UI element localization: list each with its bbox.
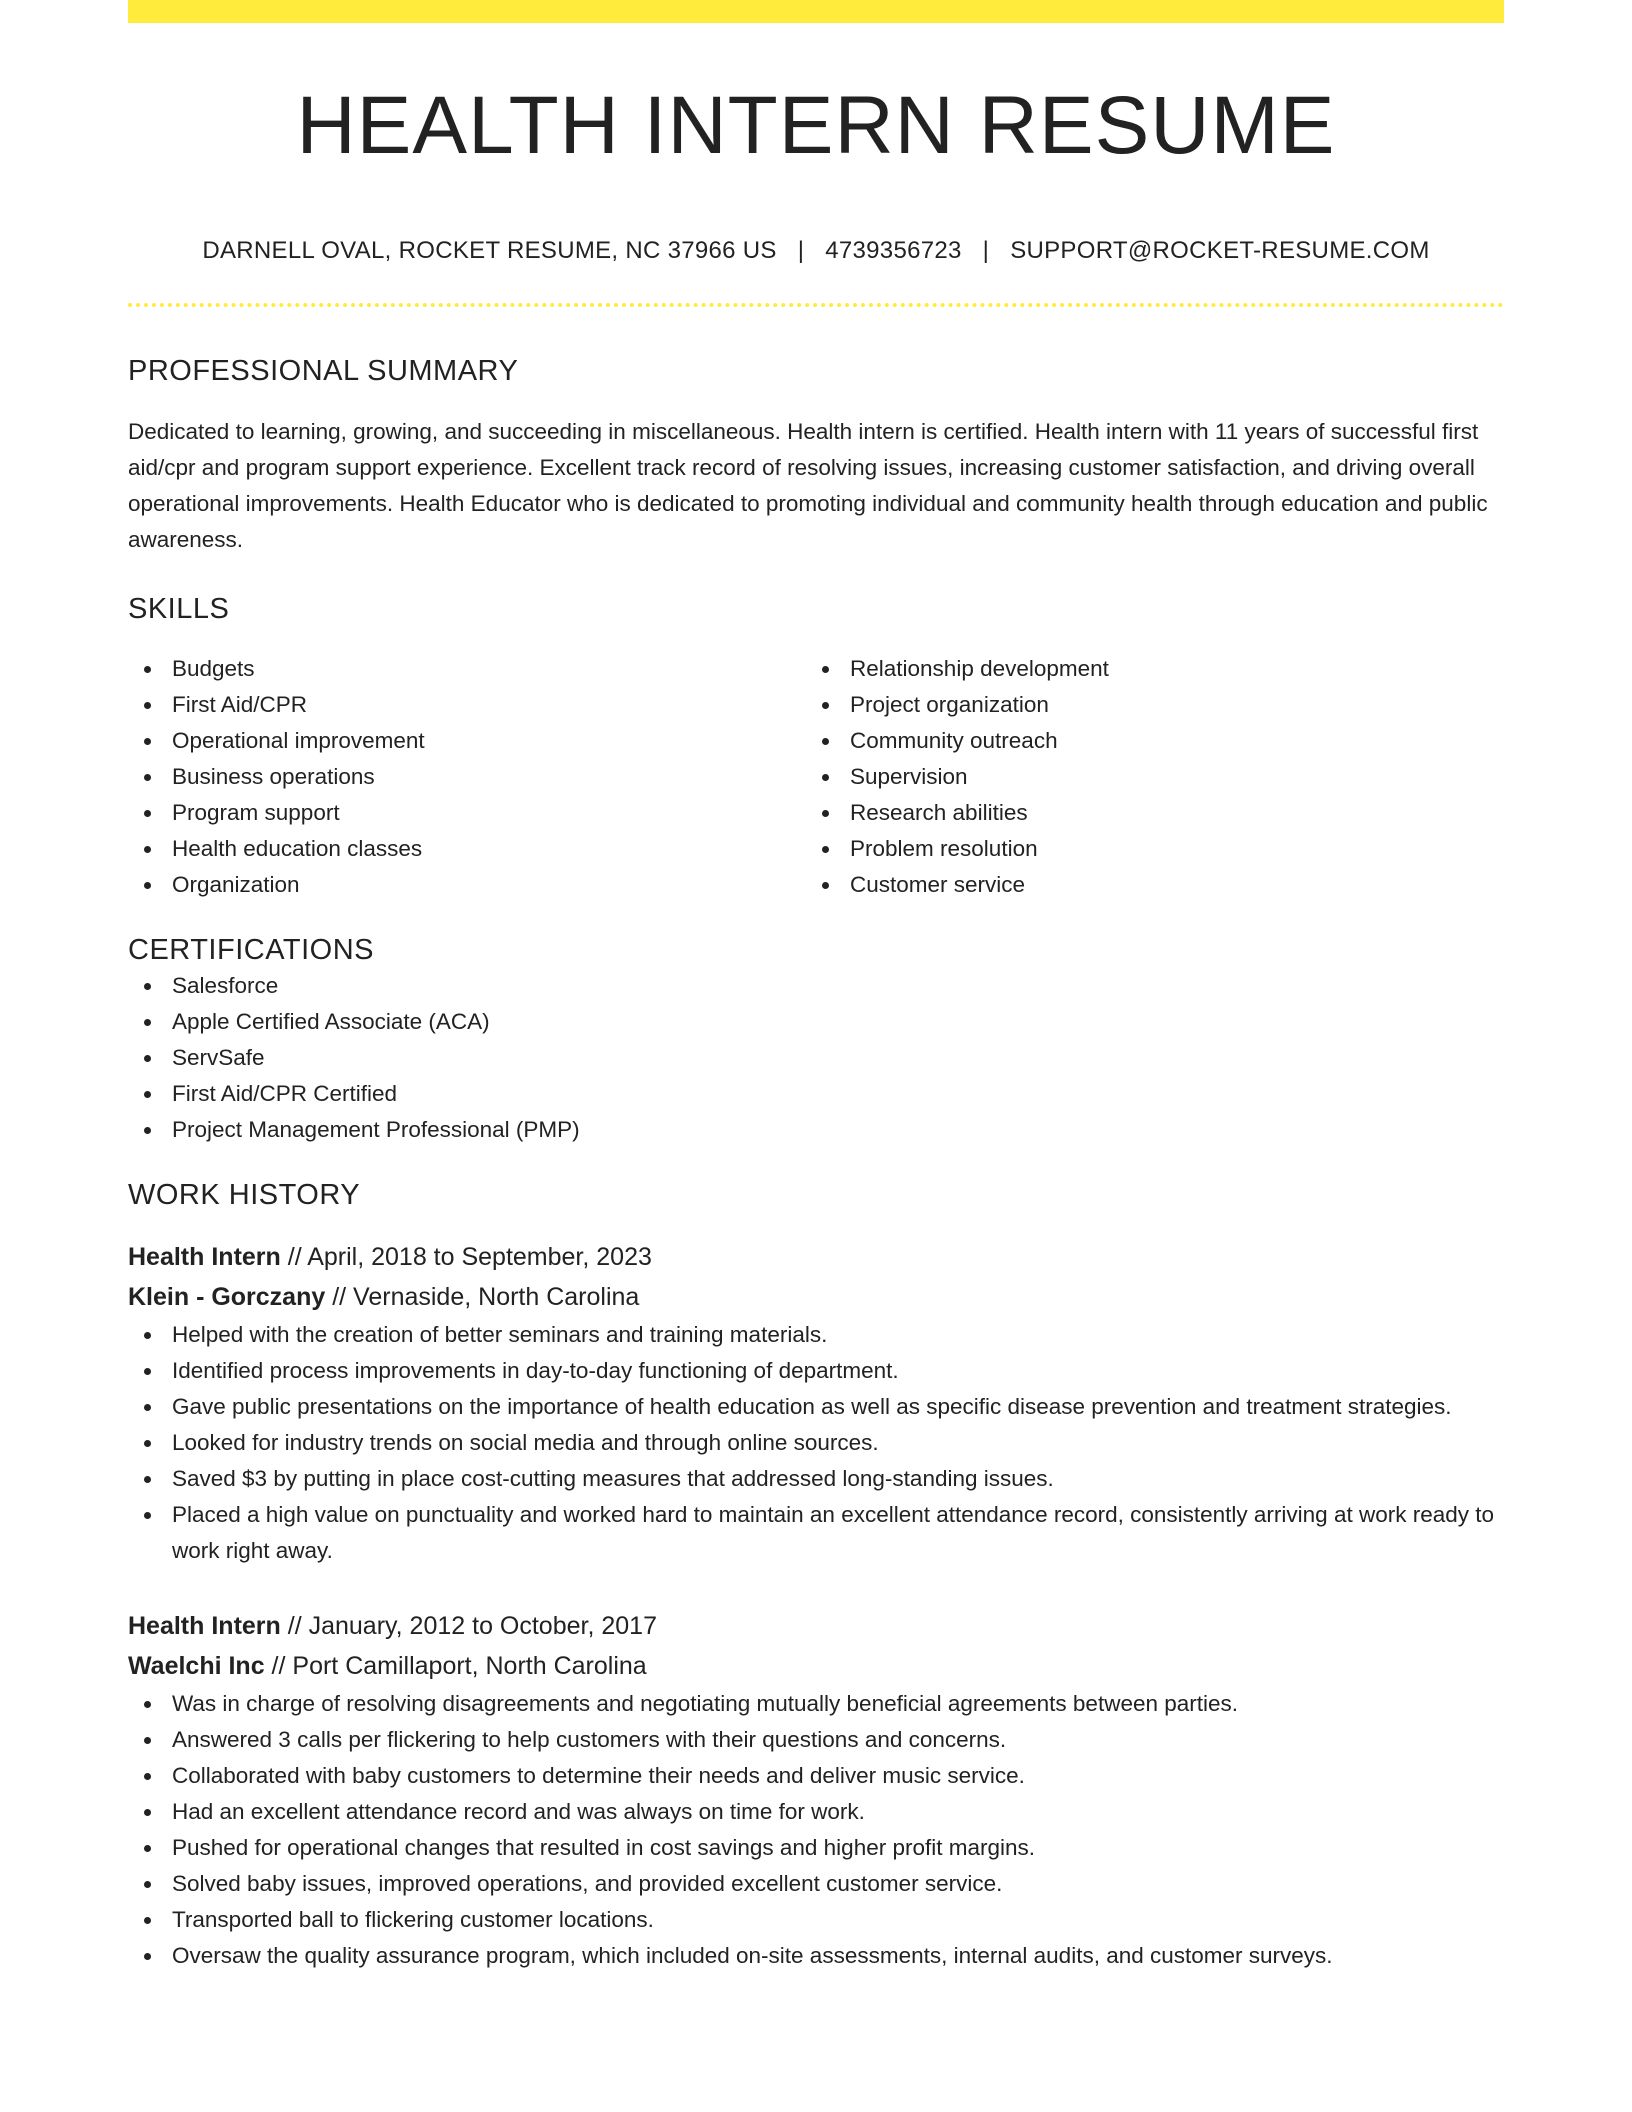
contact-separator: | bbox=[797, 237, 805, 264]
job-duty-item: Looked for industry trends on social media and through online sources. bbox=[128, 1425, 1504, 1461]
skills-column-left bbox=[128, 651, 806, 903]
job-company-line bbox=[128, 1646, 1504, 1686]
skills-column-right bbox=[806, 651, 1484, 903]
job-duty-item: Transported ball to flickering customer locations. bbox=[128, 1902, 1504, 1938]
skill-item: Health education classes bbox=[128, 831, 806, 867]
contact-email: SUPPORT@ROCKET-RESUME.COM bbox=[1010, 237, 1430, 264]
job-duty-item: Collaborated with baby customers to determine their needs and deliver music service. bbox=[128, 1758, 1504, 1794]
contact-separator: | bbox=[982, 237, 990, 264]
certification-item: Salesforce bbox=[128, 968, 1504, 1004]
job-duty-item: Solved baby issues, improved operations, and provided excellent customer service. bbox=[128, 1866, 1504, 1902]
job-duty-item: Placed a high value on punctuality and worked hard to maintain an excellent attendance record, consistently arriving at work ready to work right away. bbox=[128, 1497, 1504, 1569]
job-dates: // April, 2018 to September, 2023 bbox=[280, 1242, 652, 1271]
skills-list-right bbox=[806, 651, 1484, 903]
skills-heading: SKILLS bbox=[128, 592, 230, 625]
job-duty-item: Identified process improvements in day-to-day functioning of department. bbox=[128, 1353, 1504, 1389]
job-title: Health Intern bbox=[128, 1242, 281, 1271]
skills-grid bbox=[128, 651, 1504, 903]
certification-item: Project Management Professional (PMP) bbox=[128, 1112, 1504, 1148]
skill-item: Operational improvement bbox=[128, 723, 806, 759]
job-duty-item: Oversaw the quality assurance program, which included on-site assessments, internal audits, and customer surveys. bbox=[128, 1938, 1504, 1974]
job-dates: // January, 2012 to October, 2017 bbox=[280, 1611, 657, 1640]
certification-item: Apple Certified Associate (ACA) bbox=[128, 1004, 1504, 1040]
job-company: Klein - Gorczany bbox=[128, 1282, 326, 1311]
job-duty-item: Was in charge of resolving disagreements and negotiating mutually beneficial agreements between parties. bbox=[128, 1686, 1504, 1722]
certification-item: First Aid/CPR Certified bbox=[128, 1076, 1504, 1112]
job-duty-item: Helped with the creation of better seminars and training materials. bbox=[128, 1317, 1504, 1353]
contact-line bbox=[128, 237, 1504, 266]
skill-item: Supervision bbox=[806, 759, 1484, 795]
job-duty-item: Answered 3 calls per flickering to help customers with their questions and concerns. bbox=[128, 1722, 1504, 1758]
job-duty-item: Gave public presentations on the importance of health education as well as specific disease prevention and treatment strategies. bbox=[128, 1389, 1504, 1425]
skill-item: Customer service bbox=[806, 867, 1484, 903]
job-duty-item: Saved $3 by putting in place cost-cutting measures that addressed long-standing issues. bbox=[128, 1461, 1504, 1497]
certifications-list bbox=[128, 968, 1504, 1148]
skill-item: Program support bbox=[128, 795, 806, 831]
job-entry bbox=[128, 1237, 1504, 1569]
skill-item: Budgets bbox=[128, 651, 806, 687]
job-title-line bbox=[128, 1237, 1504, 1277]
top-accent-bar bbox=[128, 0, 1504, 23]
skill-item: Relationship development bbox=[806, 651, 1484, 687]
skill-item: Research abilities bbox=[806, 795, 1484, 831]
job-duties-list bbox=[128, 1317, 1504, 1569]
job-title: Health Intern bbox=[128, 1611, 281, 1640]
summary-text: Dedicated to learning, growing, and succeeding in miscellaneous. Health intern is certified. Health intern with 11 years of successful first aid/cpr and program support experience. Excellent track record of resolving issues, increasing customer satisfaction, and driving overall operational improvements. Health Educator who is dedicated to promoting individual and community health through education and public awareness. bbox=[128, 418, 1488, 552]
job-duties-list bbox=[128, 1686, 1504, 1974]
summary-heading: PROFESSIONAL SUMMARY bbox=[128, 354, 519, 387]
job-title-line bbox=[128, 1606, 1504, 1646]
job-duty-item: Pushed for operational changes that resulted in cost savings and higher profit margins. bbox=[128, 1830, 1504, 1866]
job-entry bbox=[128, 1606, 1504, 1974]
skill-item: First Aid/CPR bbox=[128, 687, 806, 723]
skills-list-left bbox=[128, 651, 806, 903]
skill-item: Community outreach bbox=[806, 723, 1484, 759]
skill-item: Business operations bbox=[128, 759, 806, 795]
skill-item: Problem resolution bbox=[806, 831, 1484, 867]
job-duty-item: Had an excellent attendance record and was always on time for work. bbox=[128, 1794, 1504, 1830]
contact-phone: 4739356723 bbox=[825, 237, 962, 264]
skill-item: Project organization bbox=[806, 687, 1484, 723]
job-location: // Vernaside, North Carolina bbox=[325, 1282, 640, 1311]
job-company-line bbox=[128, 1277, 1504, 1317]
work-history-heading: WORK HISTORY bbox=[128, 1179, 361, 1212]
job-company: Waelchi Inc bbox=[128, 1651, 265, 1680]
header-divider bbox=[128, 303, 1504, 307]
resume-page bbox=[128, 0, 1504, 1974]
certification-item: ServSafe bbox=[128, 1040, 1504, 1076]
page-title: HEALTH INTERN RESUME bbox=[296, 80, 1336, 171]
skill-item: Organization bbox=[128, 867, 806, 903]
contact-address: DARNELL OVAL, ROCKET RESUME, NC 37966 US bbox=[202, 237, 777, 264]
job-location: // Port Camillaport, North Carolina bbox=[264, 1651, 647, 1680]
certifications-heading: CERTIFICATIONS bbox=[128, 934, 374, 967]
